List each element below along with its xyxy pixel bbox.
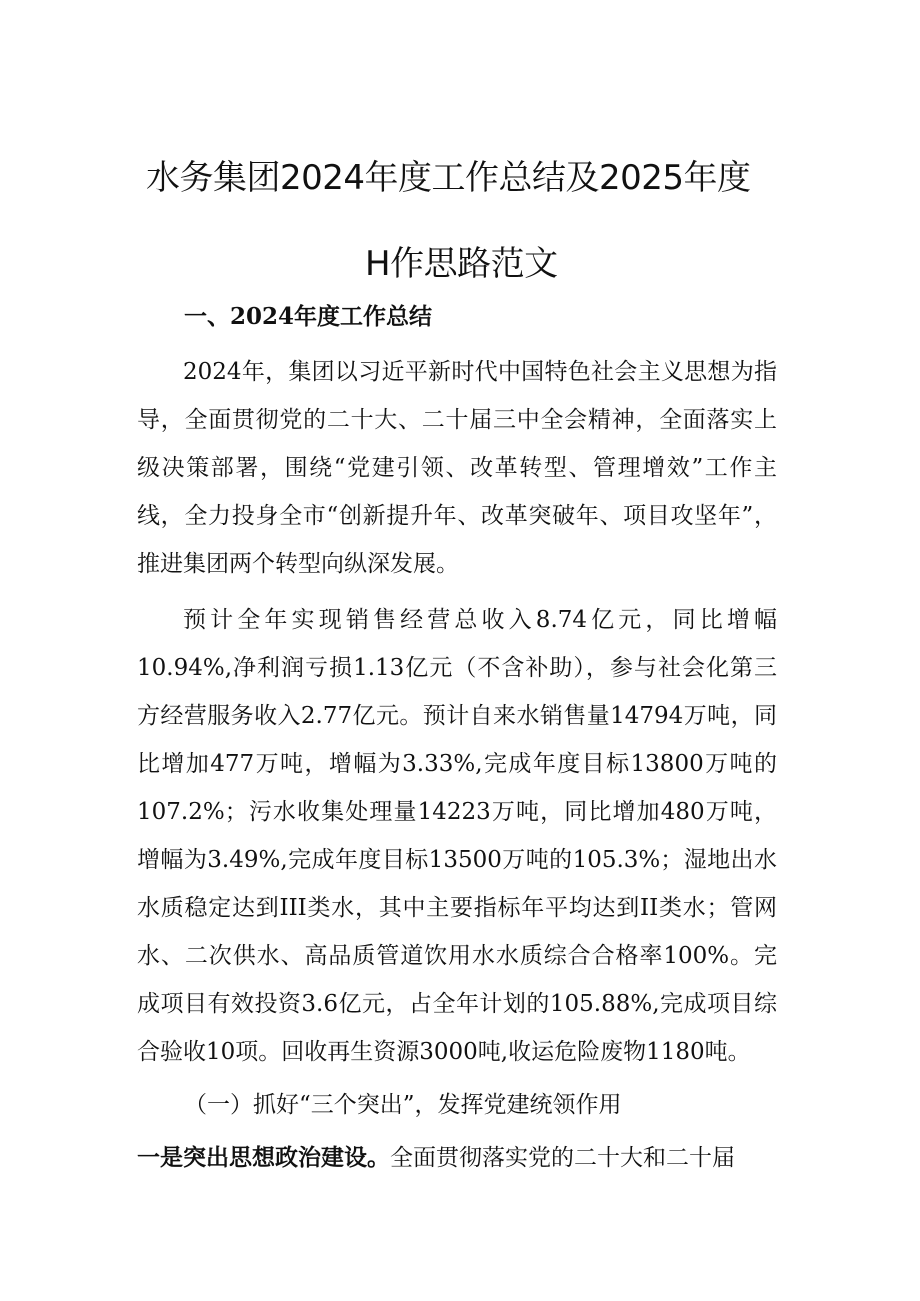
paragraph-intro: 2024年，集团以习近平新时代中国特色社会主义思想为指导，全面贯彻党的二十大、二十届三中全会精神，全面落实上级决策部署，围绕“党建引领、改革转型、管理增效”工作主线，全力投身全市“创新提升年、改革突破年、项目攻坚年”，推进集团两个转型向纵深发展。 xyxy=(137,359,777,577)
paragraph-political-building xyxy=(137,1134,797,1182)
document-title-line1: 水务集团2024年度工作总结及2025年度 xyxy=(146,158,751,198)
paragraph-lead-bold: 一是突出思想政治建设。 xyxy=(137,1144,390,1171)
section-heading: 一、2024年度工作总结 xyxy=(184,303,433,330)
paragraph-statistics: 预计全年实现销售经营总收入8.74亿元，同比增幅10.94%,净利润亏损1.13亿元（不含补助），参与社会化第三方经营服务收入2.77亿元。预计自来水销售量14794万吨，同比增加477万吨，增幅为3.33%,完成年度目标13800万吨的107.2%；污水收集处理量14223万吨，同比增加480万吨，增幅为3.49%,完成年度目标13500万吨的105.3%；湿地出水水质稳定达到III类水，其中主要指标年平均达到II类水；管网水、二次供水、高品质管道饮用水水质综合合格率100%。完成项目有效投资3.6亿元，占全年计划的105.88%,完成项目综合验收10项。回收再生资源3000吨,收运危险废物1180吨。 xyxy=(137,607,777,1065)
document-title-line2: H作思路范文 xyxy=(365,244,558,284)
subsection-heading: （一）抓好“三个突出”，发挥党建统领作用 xyxy=(184,1092,622,1118)
paragraph-lead-rest: 全面贯彻落实党的二十大和二十届 xyxy=(390,1145,735,1171)
